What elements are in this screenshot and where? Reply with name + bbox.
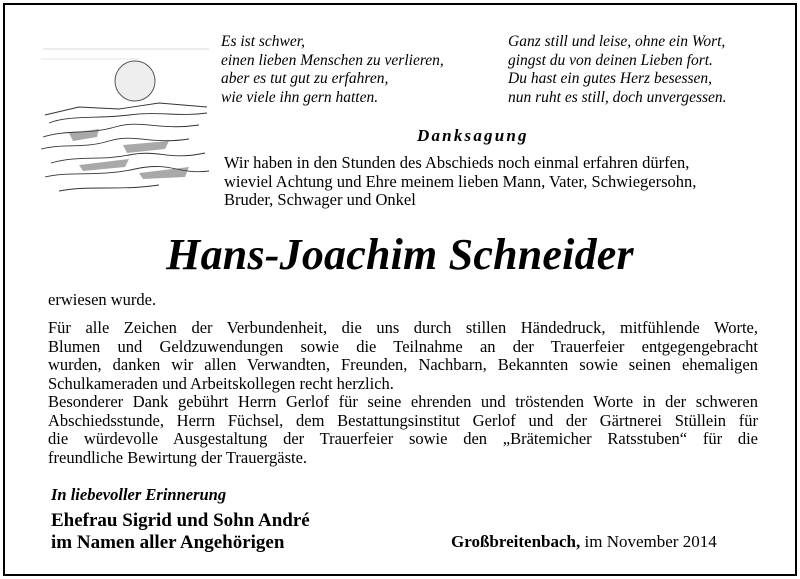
poem-right-line: Du hast ein gutes Herz besessen,	[508, 70, 713, 87]
after-name-line: erwiesen wurde.	[48, 290, 157, 309]
closing-phrase: In liebevoller Erinnerung	[51, 485, 227, 504]
date: im November 2014	[584, 532, 717, 551]
intro-text	[224, 154, 769, 210]
poem-left-line: einen lieben Menschen zu verlieren,	[221, 51, 444, 69]
place-name: Großbreitenbach,	[451, 532, 581, 551]
paragraph-line: die würdevolle Ausgestaltung der Trauerfeier sowie den „Brätemicher Ratsstuben“ für die	[48, 429, 758, 448]
paragraph-line: wurden, danken wir allen Verwandten, Freunden, Nachbarn, Bekannten sowie seinen ehemaligen	[48, 355, 758, 374]
paragraph-line: Besonderer Dank gebührt Herrn Gerlof für seine ehrenden und tröstenden Worte in der schweren	[48, 392, 758, 411]
deceased-name: Hans-Joachim Schneider	[166, 230, 634, 279]
intro-line: wieviel Achtung und Ehre meinem lieben Mann, Vater, Schwiegersohn,	[224, 171, 697, 191]
signatory-line: im Namen aller Angehörigen	[51, 532, 285, 553]
signatory-line: Ehefrau Sigrid und Sohn André	[51, 510, 310, 531]
paragraph-line: Blumen und Geldzuwendungen sowie die Teilnahme an der Trauerfeier entgegengebracht	[48, 336, 758, 356]
paragraph-line: Schulkameraden und Arbeitskollegen recht herzlich.	[48, 373, 394, 393]
place-date	[451, 532, 717, 552]
paragraph-thanks	[48, 319, 758, 393]
heading-danksagung: Danksagung	[417, 126, 529, 145]
paragraph-line: Abschiedsstunde, Herrn Füchsel, dem Bestattungsinstitut Gerlof und der Gärtnerei Stüllein für	[48, 410, 758, 430]
paragraph-line: freundliche Bewirtung der Trauergäste.	[48, 447, 308, 467]
obituary-notice	[3, 3, 797, 576]
poem-left-line: aber es tut gut zu erfahren,	[221, 70, 389, 87]
poem-right-line: gingst du von deinen Lieben fort.	[508, 51, 713, 69]
poem-left	[221, 33, 501, 107]
poem-right-line: nun ruht es still, doch unvergessen.	[508, 88, 727, 106]
poem-right	[508, 33, 778, 107]
poem-left-line: Es ist schwer,	[221, 33, 305, 50]
poem-right-line: Ganz still und leise, ohne ein Wort,	[508, 33, 726, 50]
after-name-text	[48, 291, 758, 310]
poem-left-line: wie viele ihn gern hatten.	[221, 88, 379, 106]
intro-line: Wir haben in den Stunden des Abschieds noch einmal erfahren dürfen,	[224, 153, 690, 172]
paragraph-line: Für alle Zeichen der Verbundenheit, die uns durch stillen Händedruck, mitfühlende Worte,	[48, 318, 758, 337]
paragraph-special-thanks	[48, 393, 758, 467]
moon-landscape-illustration	[39, 45, 211, 197]
intro-line: Bruder, Schwager und Onkel	[224, 190, 416, 209]
